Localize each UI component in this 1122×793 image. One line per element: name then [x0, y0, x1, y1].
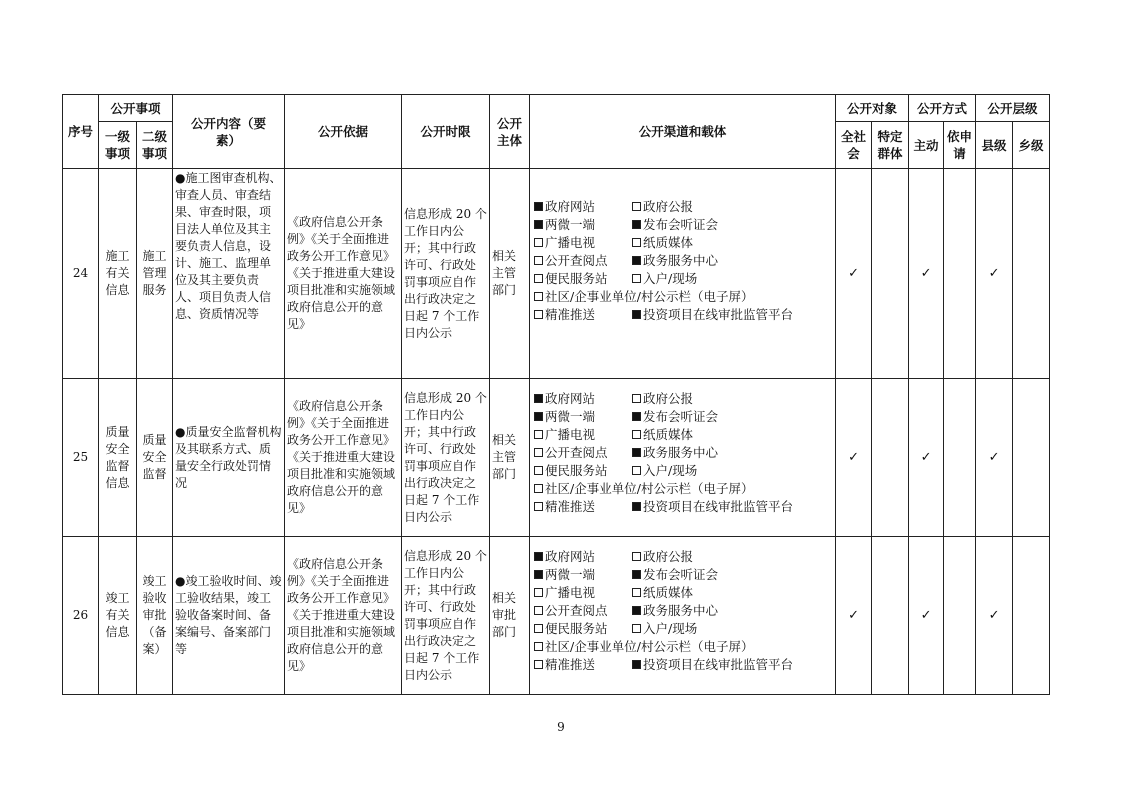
- row-target-specific: [872, 169, 909, 379]
- channel-label: 入户/现场: [643, 620, 698, 636]
- channel-label: 政务服务中心: [643, 252, 719, 268]
- unchecked-box-icon: [632, 624, 641, 633]
- row-basis: 《政府信息公开条例》《关于全面推进政务公开工作意见》《关于推进重大建设项目批准和实施领域政府信息公开的意见》: [285, 169, 402, 379]
- channel-row: [534, 547, 831, 565]
- row-level-township: [1013, 169, 1050, 379]
- unchecked-box-icon: [534, 448, 543, 457]
- channel-option: [632, 602, 718, 619]
- channel-option: [632, 234, 693, 251]
- channel-label: 纸质媒体: [643, 584, 694, 600]
- header-time-limit: 公开时限: [402, 95, 490, 169]
- channel-label: 纸质媒体: [643, 426, 694, 442]
- row-target-specific: [872, 537, 909, 695]
- checked-box-icon: [632, 220, 641, 229]
- channel-label: 政务服务中心: [643, 444, 719, 460]
- row-target-all: ✓: [836, 169, 872, 379]
- channel-option: [534, 498, 632, 515]
- row-method-active: ✓: [909, 169, 944, 379]
- header-basis: 公开依据: [285, 95, 402, 169]
- header-level-township: 乡级: [1013, 122, 1050, 169]
- channel-option: [534, 638, 753, 655]
- channel-label: 公开查阅点: [545, 252, 608, 268]
- unchecked-box-icon: [534, 310, 543, 319]
- channel-label: 社区/企事业单位/村公示栏（电子屏）: [545, 638, 754, 654]
- channel-label: 政府网站: [545, 390, 596, 406]
- header-target: 公开对象: [836, 95, 909, 122]
- row-level2: 施工管理服务: [137, 169, 173, 379]
- channel-row: [534, 425, 831, 443]
- channel-option: [534, 198, 632, 215]
- channel-option: [534, 426, 632, 443]
- channel-label: 投资项目在线审批监管平台: [643, 498, 794, 514]
- unchecked-box-icon: [534, 466, 543, 475]
- channel-option: [534, 480, 753, 497]
- row-channels: [530, 537, 836, 695]
- channel-option: [632, 252, 718, 269]
- header-level1: 一级事项: [99, 122, 137, 169]
- disclosure-table: [62, 94, 1050, 695]
- checked-box-icon: [534, 552, 543, 561]
- header-level2: 二级事项: [137, 122, 173, 169]
- channel-label: 两微一端: [545, 566, 596, 582]
- channel-row: [534, 461, 831, 479]
- channel-label: 两微一端: [545, 408, 596, 424]
- channel-option: [534, 288, 753, 305]
- unchecked-box-icon: [534, 292, 543, 301]
- unchecked-box-icon: [534, 238, 543, 247]
- channel-label: 精准推送: [545, 306, 596, 322]
- channel-option: [534, 566, 632, 583]
- unchecked-box-icon: [534, 624, 543, 633]
- channel-option: [632, 306, 793, 323]
- row-time-limit: 信息形成 20 个工作日内公开；其中行政许可、行政处罚事项应自作出行政决定之日起 7 个工作日内公示: [402, 169, 490, 379]
- row-method-active: ✓: [909, 379, 944, 537]
- checked-box-icon: [632, 412, 641, 421]
- row-method-active: ✓: [909, 537, 944, 695]
- channel-label: 公开查阅点: [545, 602, 608, 618]
- channel-option: [632, 548, 693, 565]
- header-channels: 公开渠道和载体: [530, 95, 836, 169]
- row-channels: [530, 379, 836, 537]
- row-target-all: ✓: [836, 379, 872, 537]
- channel-option: [534, 444, 632, 461]
- row-time-limit: 信息形成 20 个工作日内公开；其中行政许可、行政处罚事项应自作出行政决定之日起 7 个工作日内公示: [402, 379, 490, 537]
- channel-row: [534, 655, 831, 673]
- channel-row: [534, 389, 831, 407]
- channel-option: [632, 498, 793, 515]
- row-subject: 相关主管部门: [490, 379, 530, 537]
- row-content: ●竣工验收时间、竣工验收结果，竣工验收备案时间、备案编号、备案部门等: [173, 537, 285, 695]
- channel-label: 政府公报: [643, 548, 694, 564]
- channel-row: [534, 601, 831, 619]
- channel-label: 发布会听证会: [643, 566, 719, 582]
- channel-option: [534, 390, 632, 407]
- unchecked-box-icon: [534, 502, 543, 511]
- checked-box-icon: [632, 570, 641, 579]
- channel-label: 广播电视: [545, 584, 596, 600]
- channel-option: [632, 444, 718, 461]
- checked-box-icon: [632, 448, 641, 457]
- header-level-county: 县级: [976, 122, 1013, 169]
- row-level-county: ✓: [976, 537, 1013, 695]
- channel-label: 政府公报: [643, 198, 694, 214]
- channel-option: [632, 390, 693, 407]
- row-basis: 《政府信息公开条例》《关于全面推进政务公开工作意见》《关于推进重大建设项目批准和实施领域政府信息公开的意见》: [285, 379, 402, 537]
- unchecked-box-icon: [534, 660, 543, 669]
- channel-label: 政府网站: [545, 548, 596, 564]
- unchecked-box-icon: [632, 202, 641, 211]
- row-level-county: ✓: [976, 379, 1013, 537]
- channel-label: 便民服务站: [545, 620, 608, 636]
- checked-box-icon: [534, 202, 543, 211]
- table-row: [63, 379, 1050, 537]
- channel-label: 入户/现场: [643, 462, 698, 478]
- row-level-county: ✓: [976, 169, 1013, 379]
- channel-option: [534, 234, 632, 251]
- channel-option: [632, 426, 693, 443]
- channel-label: 政务服务中心: [643, 602, 719, 618]
- table-row: [63, 169, 1050, 379]
- channel-label: 便民服务站: [545, 270, 608, 286]
- checked-box-icon: [632, 256, 641, 265]
- table-row: [63, 537, 1050, 695]
- checked-box-icon: [632, 310, 641, 319]
- row-time-limit: 信息形成 20 个工作日内公开；其中行政许可、行政处罚事项应自作出行政决定之日起 7 个工作日内公示: [402, 537, 490, 695]
- unchecked-box-icon: [534, 588, 543, 597]
- checked-box-icon: [632, 606, 641, 615]
- header-method-active: 主动: [909, 122, 944, 169]
- header-target-all: 全社会: [836, 122, 872, 169]
- row-seq: 26: [63, 537, 99, 695]
- row-target-specific: [872, 379, 909, 537]
- unchecked-box-icon: [534, 606, 543, 615]
- channel-row: [534, 637, 831, 655]
- header-level: 公开层级: [976, 95, 1050, 122]
- channel-label: 政府公报: [643, 390, 694, 406]
- unchecked-box-icon: [632, 430, 641, 439]
- row-method-request: [944, 169, 976, 379]
- unchecked-box-icon: [632, 466, 641, 475]
- channel-label: 发布会听证会: [643, 216, 719, 232]
- row-seq: 25: [63, 379, 99, 537]
- channel-row: [534, 197, 831, 215]
- row-seq: 24: [63, 169, 99, 379]
- row-target-all: ✓: [836, 537, 872, 695]
- channel-option: [534, 602, 632, 619]
- channel-row: [534, 619, 831, 637]
- channel-label: 发布会听证会: [643, 408, 719, 424]
- channel-option: [534, 270, 632, 287]
- unchecked-box-icon: [632, 274, 641, 283]
- channel-option: [534, 306, 632, 323]
- channel-label: 两微一端: [545, 216, 596, 232]
- channel-row: [534, 305, 831, 323]
- channel-label: 投资项目在线审批监管平台: [643, 656, 794, 672]
- row-level-township: [1013, 379, 1050, 537]
- channel-option: [632, 408, 718, 425]
- channel-option: [534, 584, 632, 601]
- row-content: ●施工图审查机构、审查人员、审查结果、审查时限，项目法人单位及其主要负责人信息，设计、施工、监理单位及其主要负责人、项目负责人信息、资质情况等: [173, 169, 285, 379]
- row-basis: 《政府信息公开条例》《关于全面推进政务公开工作意见》《关于推进重大建设项目批准和实施领域政府信息公开的意见》: [285, 537, 402, 695]
- row-method-request: [944, 379, 976, 537]
- checked-box-icon: [534, 394, 543, 403]
- unchecked-box-icon: [534, 642, 543, 651]
- checked-box-icon: [632, 660, 641, 669]
- channel-label: 便民服务站: [545, 462, 608, 478]
- row-level1: 竣工有关信息: [99, 537, 137, 695]
- header-method: 公开方式: [909, 95, 976, 122]
- channel-row: [534, 443, 831, 461]
- checked-box-icon: [632, 502, 641, 511]
- channel-option: [534, 408, 632, 425]
- channel-option: [534, 656, 632, 673]
- channel-label: 社区/企事业单位/村公示栏（电子屏）: [545, 288, 754, 304]
- unchecked-box-icon: [534, 484, 543, 493]
- row-subject: 相关审批部门: [490, 537, 530, 695]
- row-level2: 竣工验收审批（备案）: [137, 537, 173, 695]
- row-level-township: [1013, 537, 1050, 695]
- checked-box-icon: [534, 220, 543, 229]
- channel-option: [534, 548, 632, 565]
- channel-label: 纸质媒体: [643, 234, 694, 250]
- header-target-specific: 特定群体: [872, 122, 909, 169]
- channel-row: [534, 497, 831, 515]
- row-level2: 质量安全监督: [137, 379, 173, 537]
- header-subject: 公开主体: [490, 95, 530, 169]
- unchecked-box-icon: [632, 238, 641, 247]
- row-channels: [530, 169, 836, 379]
- header-seq: 序号: [63, 95, 99, 169]
- channel-label: 入户/现场: [643, 270, 698, 286]
- channel-label: 精准推送: [545, 656, 596, 672]
- channel-option: [534, 252, 632, 269]
- row-subject: 相关主管部门: [490, 169, 530, 379]
- channel-label: 广播电视: [545, 426, 596, 442]
- header-method-request: 依申请: [944, 122, 976, 169]
- channel-label: 公开查阅点: [545, 444, 608, 460]
- unchecked-box-icon: [534, 256, 543, 265]
- unchecked-box-icon: [534, 274, 543, 283]
- channel-row: [534, 251, 831, 269]
- channel-row: [534, 287, 831, 305]
- unchecked-box-icon: [534, 430, 543, 439]
- channel-row: [534, 583, 831, 601]
- channel-row: [534, 407, 831, 425]
- row-level1: 施工有关信息: [99, 169, 137, 379]
- channel-label: 广播电视: [545, 234, 596, 250]
- row-method-request: [944, 537, 976, 695]
- channel-option: [534, 462, 632, 479]
- channel-option: [632, 462, 697, 479]
- checked-box-icon: [534, 570, 543, 579]
- channel-label: 社区/企事业单位/村公示栏（电子屏）: [545, 480, 754, 496]
- unchecked-box-icon: [632, 588, 641, 597]
- channel-label: 政府网站: [545, 198, 596, 214]
- channel-row: [534, 233, 831, 251]
- channel-option: [632, 270, 697, 287]
- row-level1: 质量安全监督信息: [99, 379, 137, 537]
- channel-row: [534, 479, 831, 497]
- channel-option: [632, 566, 718, 583]
- channel-row: [534, 565, 831, 583]
- page-number: 9: [557, 720, 565, 734]
- unchecked-box-icon: [632, 394, 641, 403]
- checked-box-icon: [534, 412, 543, 421]
- channel-option: [534, 620, 632, 637]
- channel-row: [534, 269, 831, 287]
- header-public-item: 公开事项: [99, 95, 173, 122]
- unchecked-box-icon: [632, 552, 641, 561]
- channel-label: 投资项目在线审批监管平台: [643, 306, 794, 322]
- channel-option: [632, 656, 793, 673]
- channel-option: [632, 584, 693, 601]
- channel-label: 精准推送: [545, 498, 596, 514]
- channel-option: [632, 216, 718, 233]
- channel-row: [534, 215, 831, 233]
- channel-option: [534, 216, 632, 233]
- header-content: 公开内容（要素）: [173, 95, 285, 169]
- row-content: ●质量安全监督机构及其联系方式、质量安全行政处罚情况: [173, 379, 285, 537]
- channel-option: [632, 620, 697, 637]
- channel-option: [632, 198, 693, 215]
